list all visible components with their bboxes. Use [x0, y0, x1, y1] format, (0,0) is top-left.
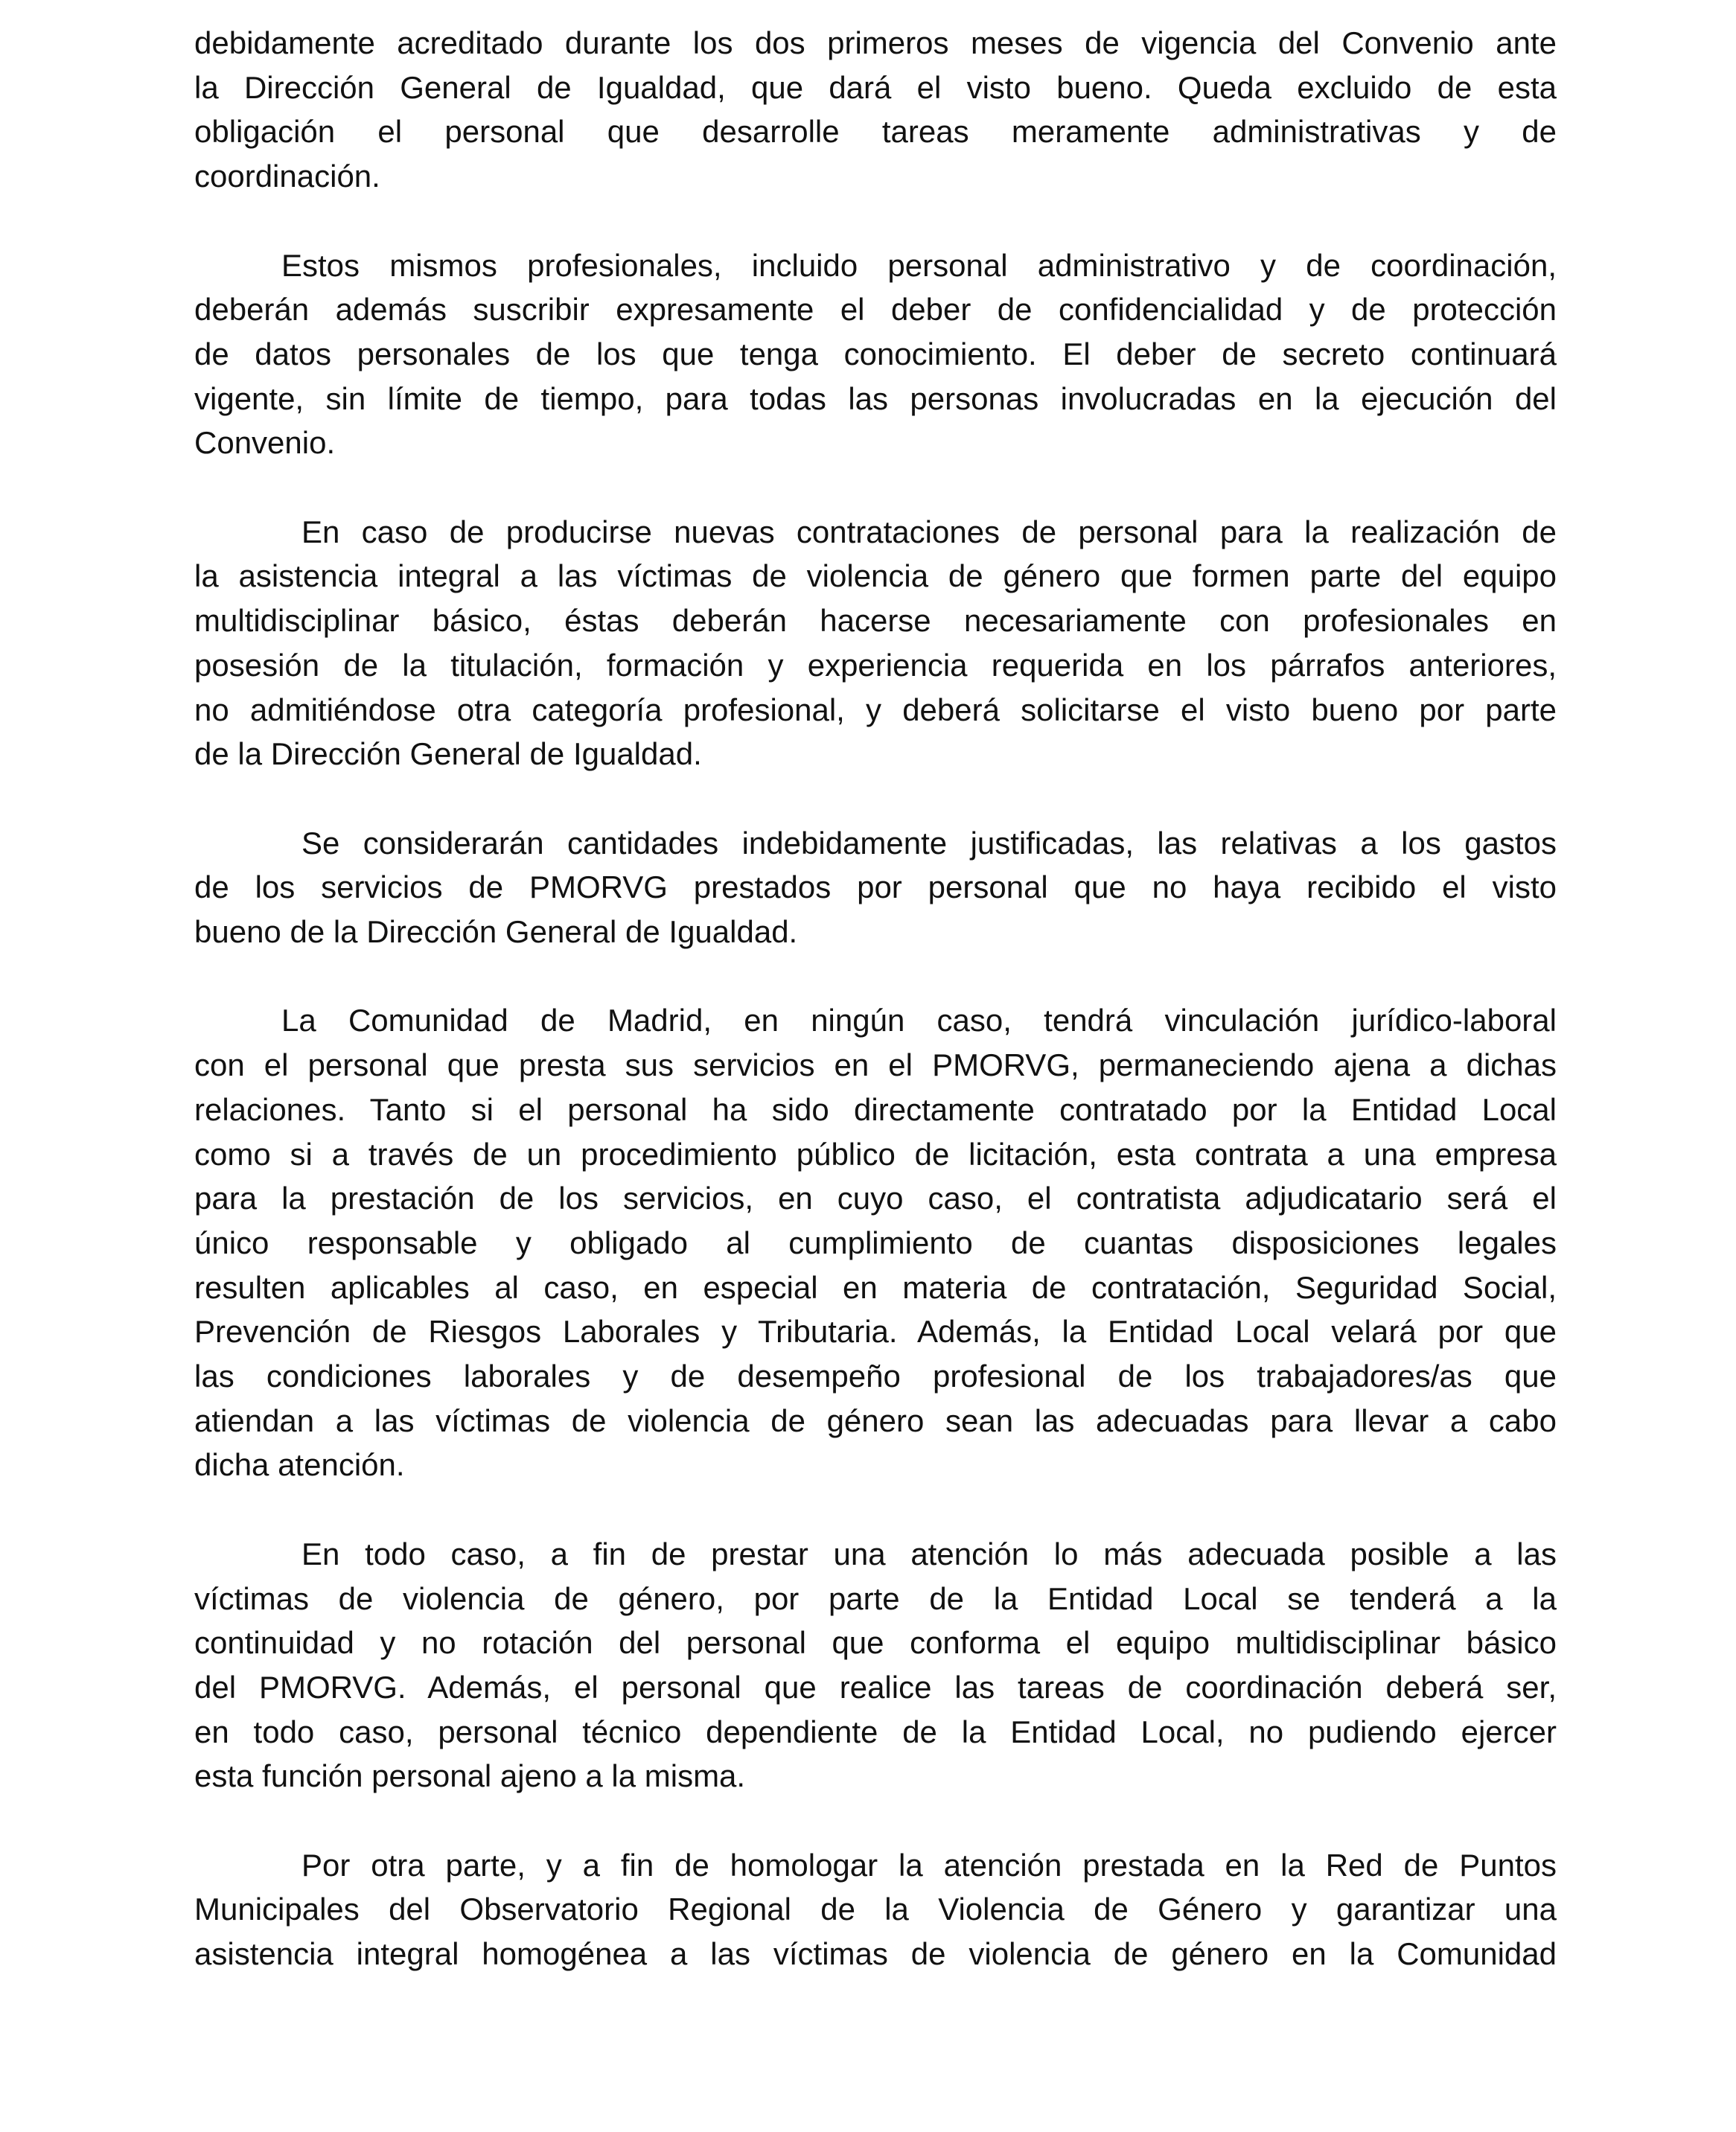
text-line: Por otra parte, y a fin de homologar la atención prestada en la Red de Puntos [301, 1847, 1557, 1883]
text-line: como si a través de un procedimiento público de licitación, esta contrata a una empresa [194, 1136, 1557, 1172]
paragraph [194, 998, 1557, 1487]
paragraph [194, 1532, 1557, 1799]
text-line: Municipales del Observatorio Regional de la Violencia de Género y garantizar una [194, 1892, 1557, 1927]
text-line: resulten aplicables al caso, en especial en materia de contratación, Seguridad Social, [194, 1269, 1557, 1305]
paragraph [194, 510, 1557, 776]
text-line: La Comunidad de Madrid, en ningún caso, tendrá vinculación jurídico-laboral [281, 1003, 1557, 1038]
paragraph [194, 243, 1557, 466]
document-page [194, 21, 1557, 2021]
text-line: las condiciones laborales y de desempeño profesional de los trabajadores/as que [194, 1359, 1557, 1394]
text-line: multidisciplinar básico, éstas deberán hacerse necesariamente con profesionales en [194, 603, 1557, 639]
text-line: la asistencia integral a las víctimas de violencia de género que formen parte del equipo [194, 558, 1557, 594]
text-line: Estos mismos profesionales, incluido personal administrativo y de coordinación, [281, 247, 1557, 283]
text-line: víctimas de violencia de género, por parte de la Entidad Local se tenderá a la [194, 1580, 1557, 1616]
text-line: debidamente acreditado durante los dos primeros meses de vigencia del Convenio ante [194, 25, 1557, 60]
text-line: del PMORVG. Además, el personal que realice las tareas de coordinación deberá ser, [194, 1669, 1557, 1705]
text-line: de datos personales de los que tenga conocimiento. El deber de secreto continuará [194, 336, 1557, 371]
text-line: posesión de la titulación, formación y experiencia requerida en los párrafos anteriores, [194, 647, 1557, 683]
text-line: en todo caso, personal técnico dependiente de la Entidad Local, no pudiendo ejercer [194, 1714, 1557, 1749]
text-line: de los servicios de PMORVG prestados por personal que no haya recibido el visto [194, 869, 1557, 905]
text-line: Prevención de Riesgos Laborales y Tributaria. Además, la Entidad Local velará por que [194, 1314, 1557, 1350]
text-line: único responsable y obligado al cumplimiento de cuantas disposiciones legales [194, 1225, 1557, 1260]
text-line: En todo caso, a fin de prestar una atención lo más adecuada posible a las [301, 1536, 1557, 1571]
text-line: de la Dirección General de Igualdad. [194, 736, 702, 772]
text-line: Se considerarán cantidades indebidamente justificadas, las relativas a los gastos [301, 825, 1557, 861]
text-line: deberán además suscribir expresamente el deber de confidencialidad y de protección [194, 292, 1557, 328]
text-line: coordinación. [194, 159, 380, 194]
text-line: atiendan a las víctimas de violencia de género sean las adecuadas para llevar a cabo [194, 1402, 1557, 1438]
text-line: bueno de la Dirección General de Igualdad. [194, 914, 798, 950]
text-line: para la prestación de los servicios, en cuyo caso, el contratista adjudicatario será el [194, 1181, 1557, 1216]
text-line: obligación el personal que desarrolle tareas meramente administrativas y de [194, 114, 1557, 150]
text-line: En caso de producirse nuevas contrataciones de personal para la realización de [301, 514, 1557, 549]
text-line: vigente, sin límite de tiempo, para todas las personas involucradas en la ejecución del [194, 380, 1557, 416]
text-line: dicha atención. [194, 1447, 405, 1483]
text-line: asistencia integral homogénea a las víctimas de violencia de género en la Comunidad [194, 1936, 1557, 1972]
text-line: relaciones. Tanto si el personal ha sido directamente contratado por la Entidad Local [194, 1091, 1557, 1127]
text-line: esta función personal ajeno a la misma. [194, 1758, 746, 1794]
text-line: la Dirección General de Igualdad, que dará el visto bueno. Queda excluido de esta [194, 69, 1557, 105]
text-line: no admitiéndose otra categoría profesional, y deberá solicitarse el visto bueno por parte [194, 692, 1557, 727]
paragraph [194, 1843, 1557, 1976]
paragraph [194, 821, 1557, 954]
text-line: Convenio. [194, 425, 336, 461]
paragraph [194, 21, 1557, 199]
text-line: con el personal que presta sus servicios en el PMORVG, permaneciendo ajena a dichas [194, 1047, 1557, 1083]
text-line: continuidad y no rotación del personal que conforma el equipo multidisciplinar básico [194, 1625, 1557, 1661]
